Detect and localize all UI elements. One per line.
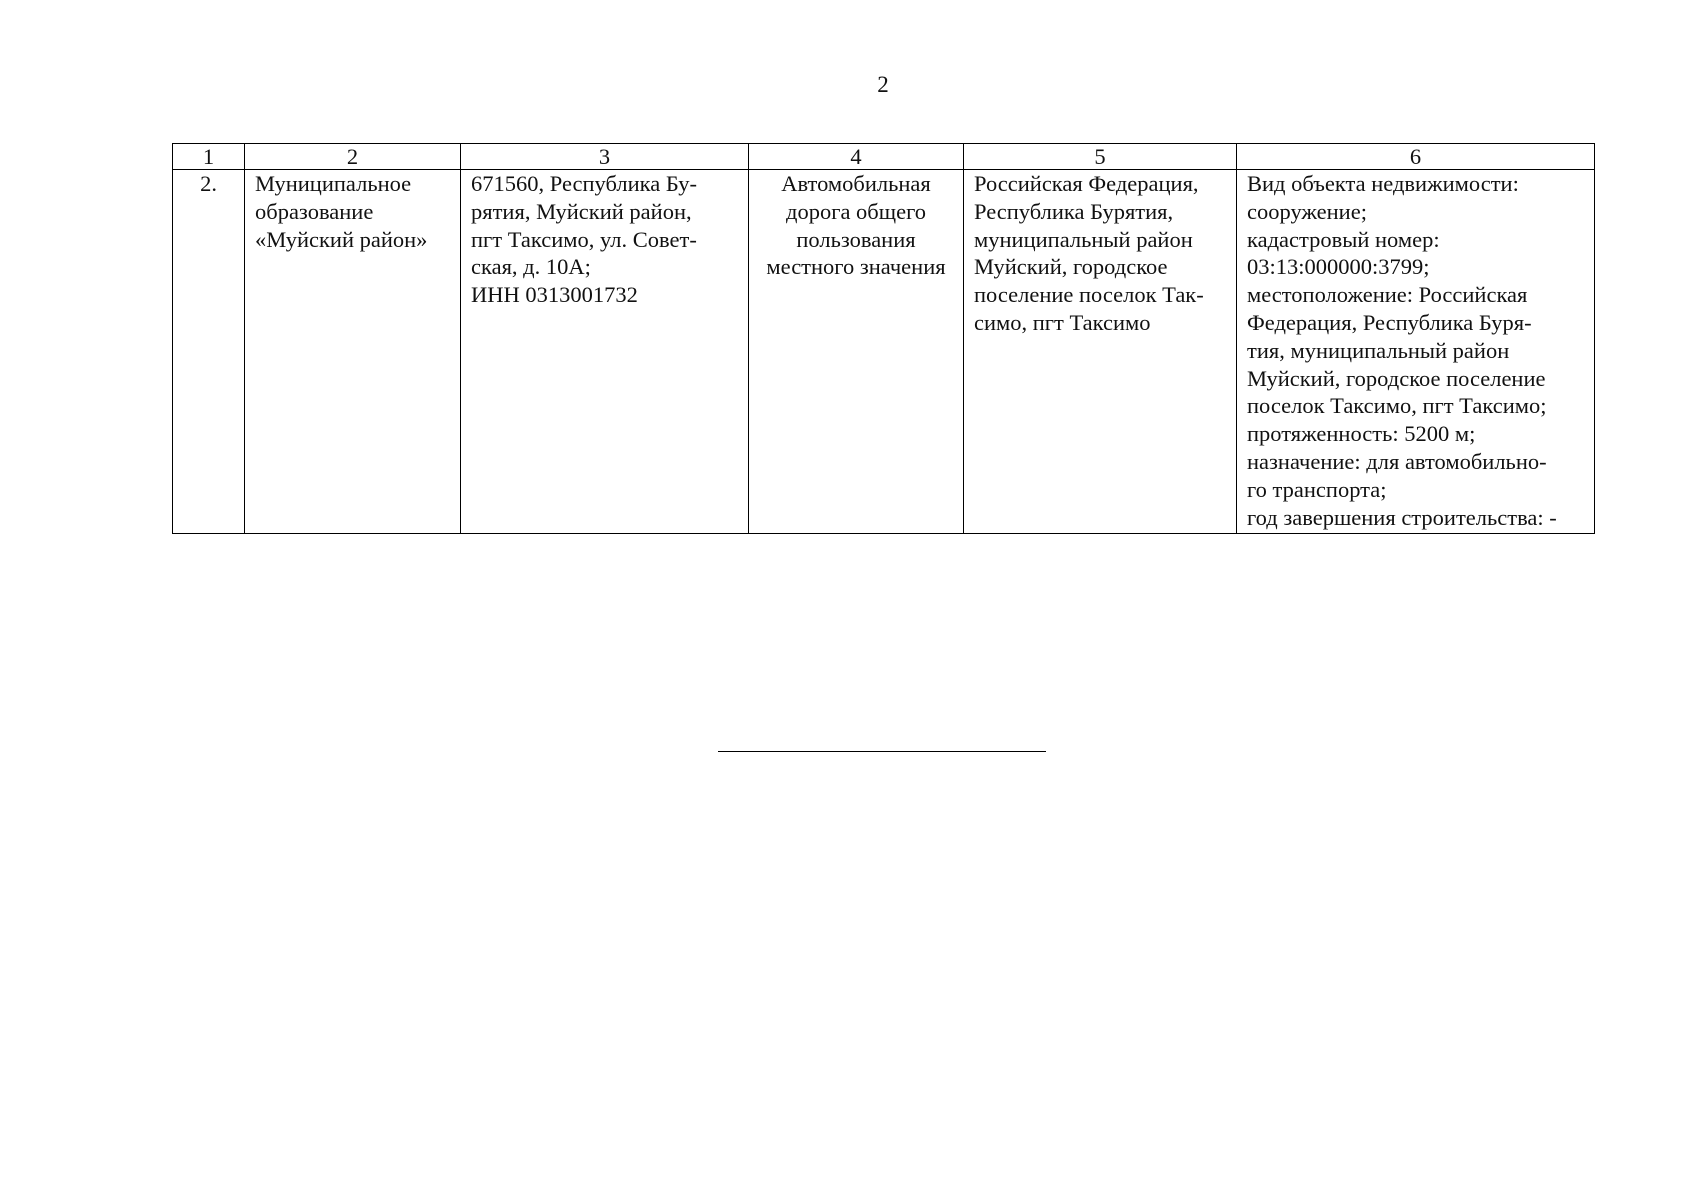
object-name-line: Автомобильная	[781, 171, 931, 196]
address-line: пгт Таксимо, ул. Совет-	[471, 226, 697, 252]
row-number-cell	[173, 170, 245, 534]
object-name-line: дорога общего	[786, 198, 926, 224]
details-line: поселок Таксимо, пгт Таксимо;	[1247, 393, 1547, 419]
details-line: го транспорта;	[1247, 476, 1387, 502]
object-name-line: пользования	[796, 226, 916, 252]
object-details-cell	[1237, 170, 1595, 534]
owner-line: «Муйский район»	[255, 226, 428, 252]
inn-line: ИНН 0313001732	[471, 282, 638, 308]
details-line: Муйский, городское поселение	[1247, 365, 1546, 391]
table-row	[173, 170, 1595, 534]
property-table	[172, 143, 1595, 534]
details-line: Вид объекта недвижимости:	[1247, 171, 1519, 196]
address-line: ская, д. 10А;	[471, 254, 591, 280]
header-col-5: 5	[964, 144, 1237, 170]
address-line: 671560, Республика Бу-	[471, 171, 697, 196]
location-line: муниципальный район	[974, 226, 1193, 252]
details-line: сооружение;	[1247, 198, 1367, 224]
details-line: тия, муниципальный район	[1247, 337, 1510, 363]
location-line: Муйский, городское	[974, 254, 1168, 280]
header-col-4: 4	[749, 144, 964, 170]
location-line: симо, пгт Таксимо	[974, 309, 1151, 335]
page-number: 2	[877, 72, 889, 97]
header-col-3: 3	[461, 144, 749, 170]
location-line: Республика Бурятия,	[974, 198, 1174, 224]
owner-address-cell	[461, 170, 749, 534]
location-line: Российская Федерация,	[974, 171, 1199, 196]
owner-line: Муниципальное	[255, 171, 412, 196]
closing-rule	[718, 751, 1046, 752]
details-line: местоположение: Российская	[1247, 282, 1528, 308]
owner-cell	[245, 170, 461, 534]
length-line: протяженность: 5200 м;	[1247, 421, 1476, 447]
row-number: 2.	[200, 171, 217, 196]
details-line: год завершения строительства: -	[1247, 504, 1557, 530]
table-header-row	[173, 144, 1595, 170]
header-col-2: 2	[245, 144, 461, 170]
details-line: кадастровый номер:	[1247, 226, 1440, 252]
cadastral-number-line: 03:13:000000:3799;	[1247, 254, 1430, 280]
object-name-line: местного значения	[766, 254, 946, 280]
header-col-1: 1	[173, 144, 245, 170]
location-line: поселение поселок Так-	[974, 282, 1204, 308]
address-line: рятия, Муйский район,	[471, 198, 692, 224]
object-name-cell	[749, 170, 964, 534]
details-line: Федерация, Республика Буря-	[1247, 309, 1532, 335]
location-cell	[964, 170, 1237, 534]
details-line: назначение: для автомобильно-	[1247, 448, 1547, 474]
owner-line: образование	[255, 198, 374, 224]
header-col-6: 6	[1237, 144, 1595, 170]
